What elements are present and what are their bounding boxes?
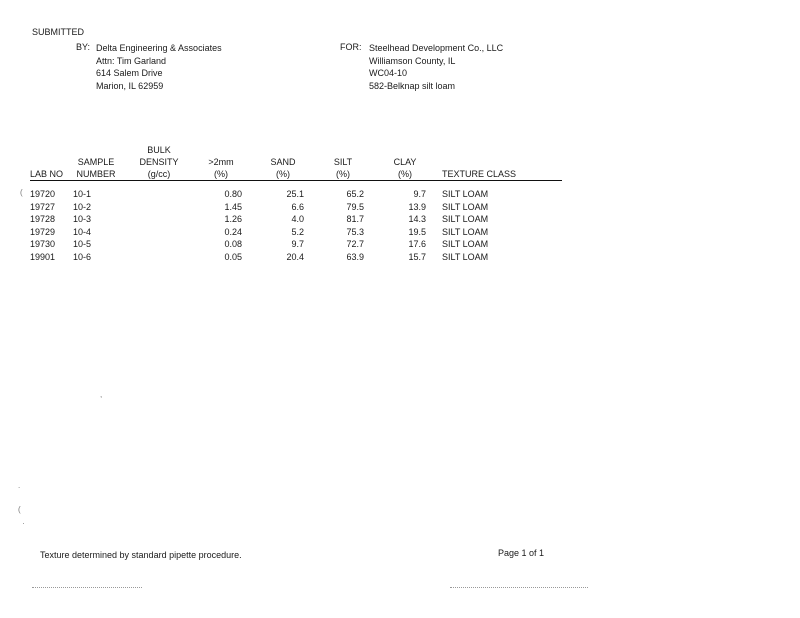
- cell-sand: 25.1: [286, 189, 304, 199]
- table-row: [0, 238, 600, 251]
- by-address-block: [96, 42, 222, 92]
- col-header-lab-no: LAB NO: [30, 169, 64, 179]
- cell-texture: SILT LOAM: [442, 201, 489, 212]
- for-address-block: [369, 42, 503, 92]
- for-label: FOR:: [340, 42, 362, 52]
- cell-clay: 19.5: [408, 226, 426, 237]
- cell-lab-no: 19728: [30, 214, 56, 224]
- cell-lab-no: 19901: [30, 251, 56, 262]
- table-row: [0, 251, 600, 264]
- cell-gt2mm: 0.05: [224, 251, 242, 262]
- cell-silt: 72.7: [346, 239, 364, 249]
- by-line-street: 614 Salem Drive: [96, 68, 163, 78]
- cell-texture: SILT LOAM: [442, 189, 489, 199]
- table-row: [0, 188, 600, 201]
- submitted-label: SUBMITTED: [32, 27, 85, 37]
- cell-silt: 81.7: [346, 214, 364, 224]
- col-header-bulk-density: BULK DENSITY (g/cc): [139, 145, 179, 179]
- footer-divider-right: [450, 587, 588, 588]
- header-rule: [30, 180, 562, 181]
- cell-sand: 5.2: [291, 226, 304, 237]
- cell-clay: 14.3: [408, 214, 426, 224]
- cell-sample: 10-3: [73, 214, 92, 224]
- cell-gt2mm: 0.80: [224, 189, 242, 199]
- cell-sample: 10-6: [73, 251, 92, 262]
- cell-silt: 63.9: [346, 251, 364, 262]
- cell-sample: 10-5: [73, 239, 92, 249]
- by-line-company: Delta Engineering & Associates: [96, 43, 222, 53]
- cell-texture: SILT LOAM: [442, 226, 489, 237]
- cell-sample: 10-1: [73, 189, 92, 199]
- col-header-texture-class: TEXTURE CLASS: [442, 169, 517, 179]
- cell-lab-no: 19730: [30, 239, 56, 249]
- cell-sand: 6.6: [291, 201, 304, 212]
- footer-note: Texture determined by standard pipette procedure.: [40, 550, 242, 560]
- cell-gt2mm: 1.45: [224, 201, 242, 212]
- cell-gt2mm: 0.08: [224, 239, 242, 249]
- col-header-clay: CLAY (%): [393, 157, 417, 179]
- cell-sand: 20.4: [286, 251, 304, 262]
- cell-clay: 9.7: [413, 189, 426, 199]
- cell-silt: 79.5: [346, 201, 364, 212]
- cell-sand: 4.0: [291, 214, 304, 224]
- col-header-silt: SILT (%): [333, 157, 353, 179]
- cell-sample: 10-4: [73, 226, 92, 237]
- cell-silt: 65.2: [346, 189, 364, 199]
- cell-gt2mm: 1.26: [224, 214, 242, 224]
- cell-sample: 10-2: [73, 201, 92, 212]
- by-line-city: Marion, IL 62959: [96, 80, 164, 91]
- for-line-county: Williamson County, IL: [369, 55, 456, 66]
- col-header-sand: SAND (%): [270, 157, 296, 179]
- cell-silt: 75.3: [346, 226, 364, 237]
- for-line-soil: 582-Belknap silt loam: [369, 80, 456, 91]
- table-row: [0, 201, 600, 214]
- cell-texture: SILT LOAM: [442, 239, 489, 249]
- scan-speck: ,: [100, 390, 103, 399]
- cell-clay: 13.9: [408, 201, 426, 212]
- cell-clay: 17.6: [408, 239, 426, 249]
- cell-texture: SILT LOAM: [442, 214, 489, 224]
- col-header-gt2mm: >2mm (%): [208, 157, 234, 179]
- cell-lab-no: 19727: [30, 201, 56, 212]
- footer-divider-left: [32, 587, 142, 588]
- cell-clay: 15.7: [408, 251, 426, 262]
- by-line-attn: Attn: Tim Garland: [96, 55, 167, 66]
- cell-gt2mm: 0.24: [224, 226, 242, 237]
- for-line-client: Steelhead Development Co., LLC: [369, 43, 504, 53]
- table-row: [0, 226, 600, 239]
- by-label: BY:: [76, 42, 91, 52]
- for-line-project: WC04-10: [369, 68, 408, 78]
- col-header-sample-number: SAMPLE NUMBER: [76, 157, 116, 179]
- cell-texture: SILT LOAM: [442, 251, 489, 262]
- page-number: Page 1 of 1: [498, 548, 545, 558]
- scan-speck: (: [20, 188, 23, 197]
- cell-lab-no: 19720: [30, 189, 56, 199]
- scan-speck: . ( .: [18, 481, 25, 526]
- cell-lab-no: 19729: [30, 226, 56, 237]
- table-row: [0, 213, 600, 226]
- cell-sand: 9.7: [291, 239, 304, 249]
